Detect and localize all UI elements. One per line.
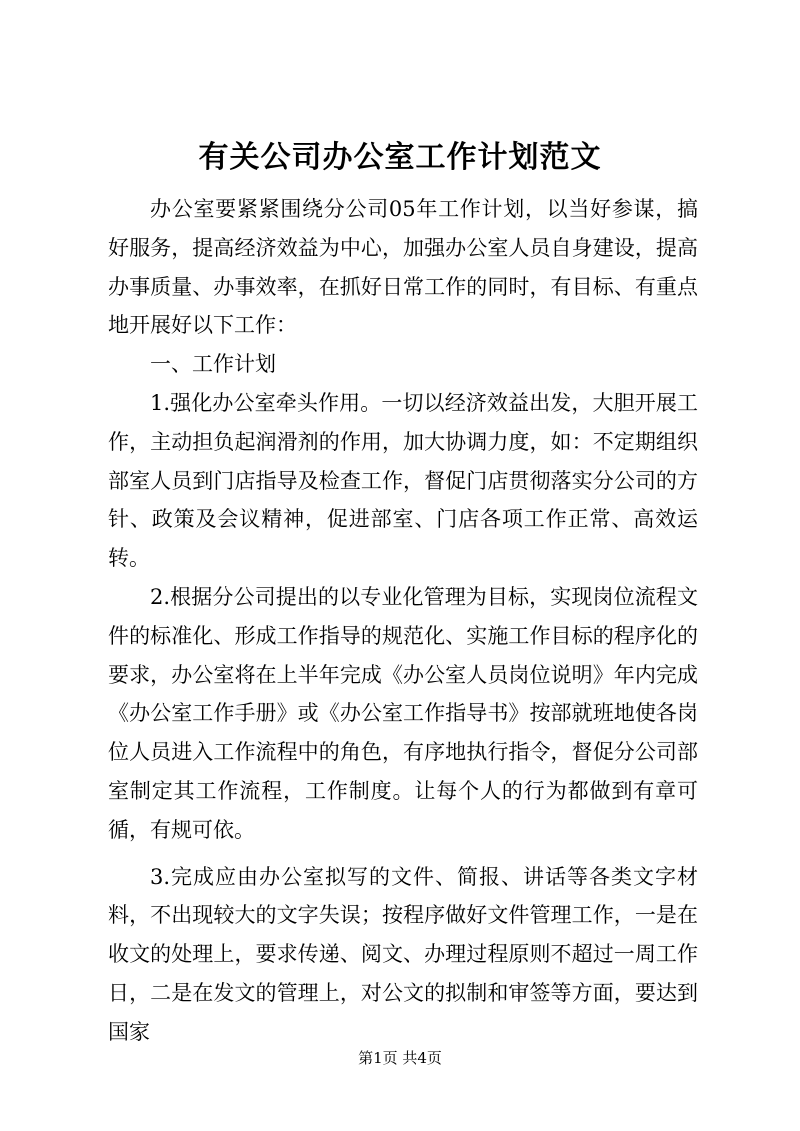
- paragraph-item-2: 2.根据分公司提出的以专业化管理为目标，实现岗位流程文件的标准化、形成工作指导的规范化、实施工作目标的程序化的要求，办公室将在上半年完成《办公室人员岗位说明》年内完成《办公室工作手册》或《办公室工作指导书》按部就班地使各岗位人员进入工作流程中的角色，有序地执行指令，督促分公司部室制定其工作流程，工作制度。让每个人的行为都做到有章可循，有规可依。: [108, 584, 698, 842]
- document-title: 有关公司办公室工作计划范文: [198, 140, 602, 175]
- paragraph-section-heading: 一、工作计划: [150, 352, 276, 377]
- document-body: [108, 190, 698, 1052]
- paragraph-intro: 办公室要紧紧围绕分公司05年工作计划，以当好参谋，搞好服务，提高经济效益为中心，加强办公室人员自身建设，提高办事质量、办事效率，在抓好日常工作的同时，有目标、有重点地开展好以下工作：: [108, 197, 698, 338]
- paragraph-item-3: 3.完成应由办公室拟写的文件、简报、讲话等各类文字材料，不出现较大的文字失误；按程序做好文件管理工作，一是在收文的处理上，要求传递、阅文、办理过程原则不超过一周工作日，二是在发文的管理上，对公文的拟制和审签等方面，要达到国家: [108, 864, 698, 1044]
- page-footer: 第1页 共4页: [358, 1049, 442, 1067]
- paragraph-item-1: 1.强化办公室牵头作用。一切以经济效益出发，大胆开展工作，主动担负起润滑剂的作用，加大协调力度，如：不定期组织部室人员到门店指导及检查工作，督促门店贯彻落实分公司的方针、政策及会议精神，促进部室、门店各项工作正常、高效运转。: [108, 390, 698, 571]
